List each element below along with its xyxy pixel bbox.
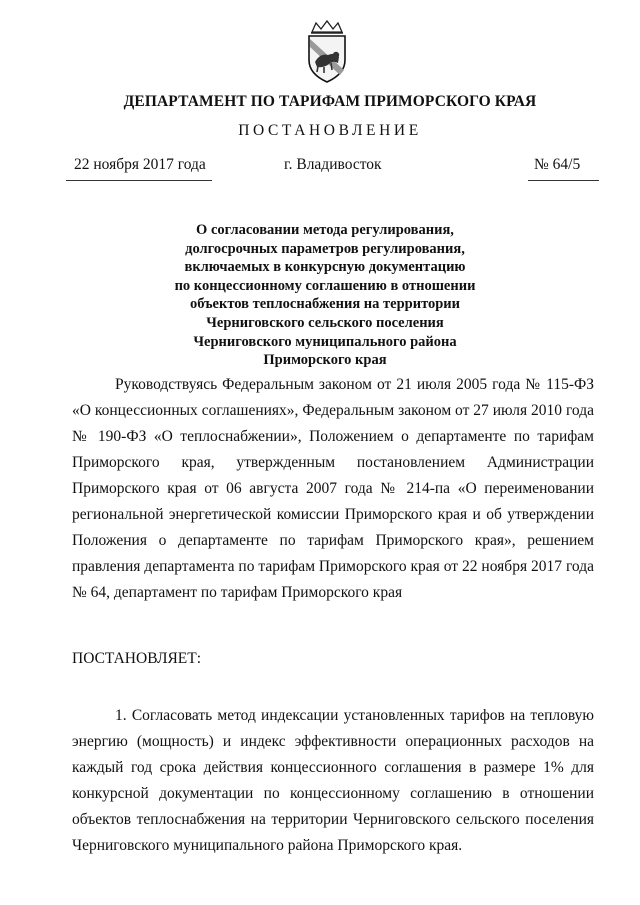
preamble-paragraph: Руководствуясь Федеральным законом от 21 июля 2005 года № 115-ФЗ «О концессионных соглашениях», Федеральным законом от 27 июля 2010 года № 190-ФЗ «О теплоснабжении», Положением о департаменте по тарифам Приморского края, утвержденным постановлением Администрации Приморского края от 06 августа 2007 года № 214-па «О переименовании региональной энергетической комиссии Приморского края и об утверждении Положения о департаменте по тарифам Приморского края», решением правления департамента по тарифам Приморского края от 22 ноября 2017 года № 64, департамент по тарифам Приморского края: [72, 376, 594, 601]
document-number: № 64/5: [534, 156, 581, 173]
title-line: О согласовании метода регулирования,: [196, 222, 454, 238]
title-line: Черниговского муниципального района: [193, 333, 457, 350]
title-line: Приморского края: [263, 352, 387, 369]
document-date: 22 ноября 2017 года: [74, 156, 206, 173]
item-1-paragraph: 1. Согласовать метод индексации установленных тарифов на тепловую энергию (мощность) и индекс эффективности операционных расходов на каждый год срока действия концессионного соглашения в размере 1% для конкурсной документации по концессионному соглашению в отношении объектов теплоснабжения на территории Черниговского сельского поселения Черниговского муниципального района Приморского края.: [72, 707, 594, 854]
title-line: объектов теплоснабжения на территории: [189, 296, 461, 313]
title-line: долгосрочных параметров регулирования,: [185, 240, 465, 257]
date-underline: [66, 180, 212, 181]
title-line: Черниговского сельского поселения: [206, 314, 444, 331]
title-line: включаемых в конкурсную документацию: [184, 259, 466, 276]
coat-of-arms-emblem: [298, 18, 356, 86]
resolve-heading: ПОСТАНОВЛЯЕТ:: [72, 650, 202, 667]
title-line: по концессионному соглашению в отношении: [174, 277, 476, 294]
number-underline: [528, 180, 599, 181]
department-name: ДЕПАРТАМЕНТ ПО ТАРИФАМ ПРИМОРСКОГО КРАЯ: [123, 93, 537, 110]
document-title: [140, 221, 510, 370]
document-city: г. Владивосток: [284, 156, 382, 173]
document-type: ПОСТАНОВЛЕНИЕ: [238, 122, 422, 139]
